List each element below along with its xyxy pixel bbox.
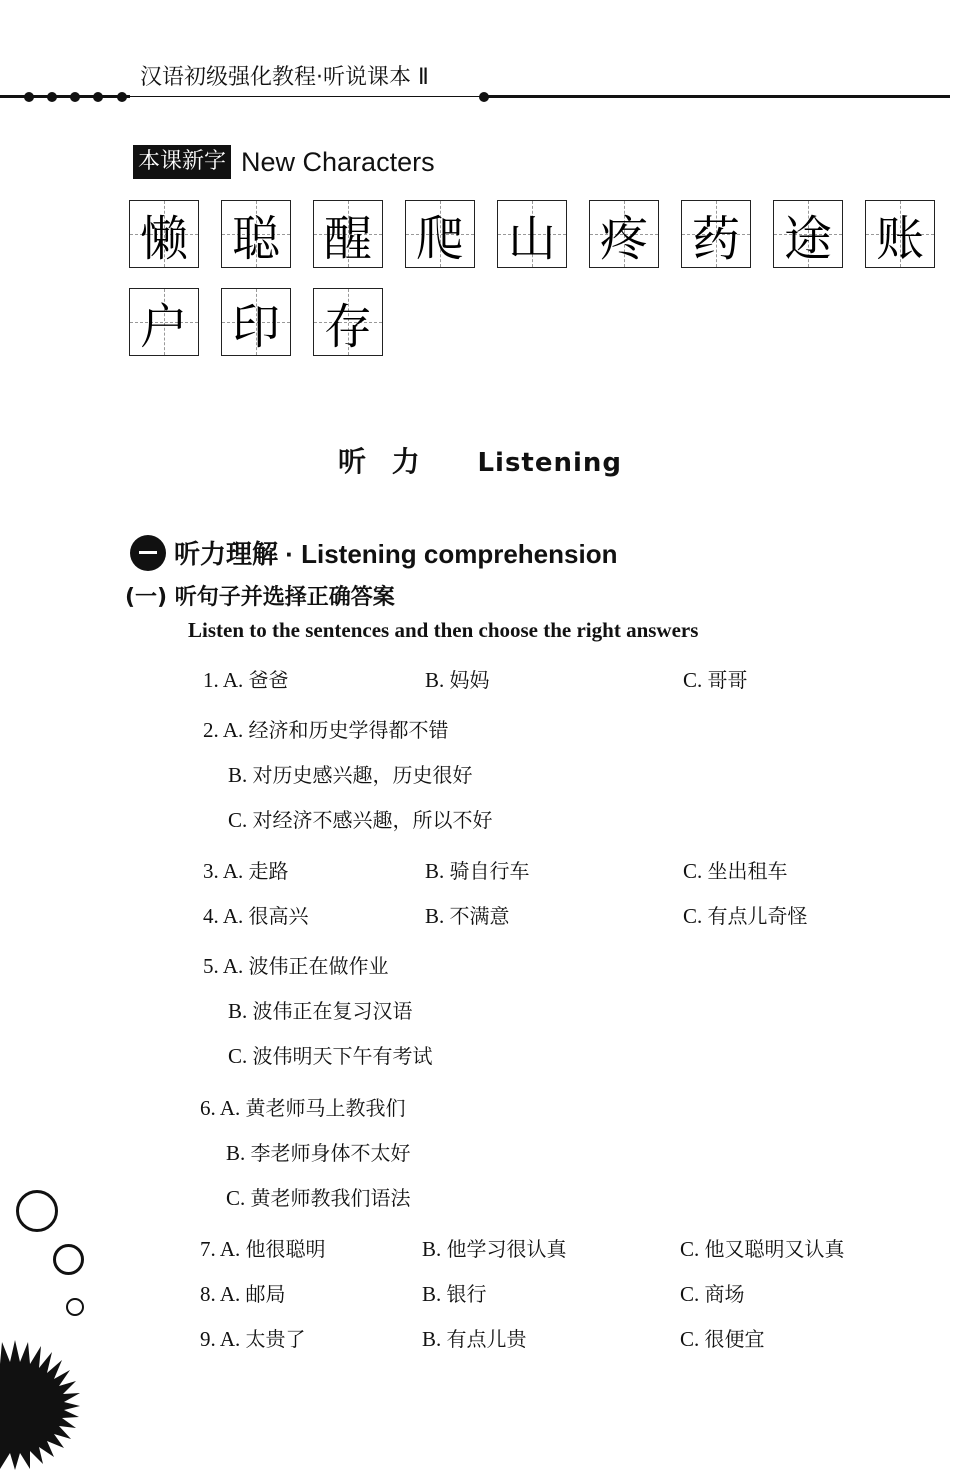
new-characters-title: New Characters bbox=[241, 146, 435, 177]
question-5-option-a: 5. A. 波伟正在做作业 bbox=[203, 954, 389, 978]
bubble-small-icon bbox=[66, 1298, 84, 1316]
character-grid bbox=[129, 200, 959, 376]
character-box bbox=[681, 200, 751, 268]
header-dot-icon bbox=[479, 92, 489, 102]
character: 懒 bbox=[139, 210, 188, 267]
part-heading bbox=[130, 534, 617, 571]
character-box bbox=[497, 200, 567, 268]
question-4-option-c: C. 有点儿奇怪 bbox=[683, 904, 808, 928]
character-box bbox=[773, 200, 843, 268]
character: 疼 bbox=[599, 210, 648, 267]
section-title-en: Listening bbox=[477, 448, 623, 478]
question-6-option-a: 6. A. 黄老师马上教我们 bbox=[200, 1096, 406, 1120]
header-rule-right bbox=[488, 95, 950, 98]
bubble-large-icon bbox=[16, 1190, 58, 1232]
question-1-option-c: C. 哥哥 bbox=[683, 668, 748, 692]
character-box bbox=[129, 288, 199, 356]
character-box bbox=[129, 200, 199, 268]
header-dot-icon bbox=[93, 92, 103, 102]
question-2-option-c: C. 对经济不感兴趣，所以不好 bbox=[228, 808, 493, 832]
character-box bbox=[313, 200, 383, 268]
question-3-option-b: B. 骑自行车 bbox=[425, 859, 530, 883]
section-title-zh: 听 力 bbox=[337, 445, 428, 478]
question-4-option-a: 4. A. 很高兴 bbox=[203, 904, 309, 928]
header-dot-icon bbox=[24, 92, 34, 102]
question-9-option-a: 9. A. 太贵了 bbox=[200, 1327, 306, 1351]
character: 账 bbox=[875, 210, 924, 267]
header-rule-left bbox=[0, 95, 130, 98]
character-box bbox=[405, 200, 475, 268]
character-box bbox=[221, 288, 291, 356]
character-box bbox=[221, 200, 291, 268]
header-dot-icon bbox=[47, 92, 57, 102]
question-7-option-a: 7. A. 他很聪明 bbox=[200, 1237, 326, 1261]
question-5-option-b: B. 波伟正在复习汉语 bbox=[228, 999, 413, 1023]
question-7-option-c: C. 他又聪明又认真 bbox=[680, 1237, 845, 1261]
character: 途 bbox=[783, 210, 832, 267]
question-8-option-b: B. 银行 bbox=[422, 1282, 487, 1306]
new-characters-badge: 本课新字 bbox=[133, 145, 231, 179]
section-title bbox=[0, 440, 960, 480]
character-row bbox=[129, 200, 959, 268]
header-rule-middle bbox=[128, 96, 483, 97]
character: 户 bbox=[139, 298, 188, 355]
exercise-label: (一) 听句子并选择正确答案 bbox=[125, 585, 395, 610]
character: 药 bbox=[691, 210, 740, 267]
circled-one-icon bbox=[130, 535, 166, 571]
character-box bbox=[865, 200, 935, 268]
character: 山 bbox=[507, 210, 556, 267]
character: 存 bbox=[323, 298, 372, 355]
question-8-option-c: C. 商场 bbox=[680, 1282, 745, 1306]
question-2-option-a: 2. A. 经济和历史学得都不错 bbox=[203, 718, 449, 742]
header-dot-icon bbox=[70, 92, 80, 102]
question-6-option-b: B. 李老师身体不太好 bbox=[226, 1141, 411, 1165]
question-3-option-c: C. 坐出租车 bbox=[683, 859, 788, 883]
question-1-option-b: B. 妈妈 bbox=[425, 668, 490, 692]
character: 醒 bbox=[323, 210, 372, 267]
question-9-option-b: B. 有点儿贵 bbox=[422, 1327, 527, 1351]
question-9-option-c: C. 很便宜 bbox=[680, 1327, 765, 1351]
character: 聪 bbox=[231, 210, 280, 267]
character-box bbox=[589, 200, 659, 268]
question-4-option-b: B. 不满意 bbox=[425, 904, 510, 928]
character: 印 bbox=[231, 298, 280, 355]
character-row bbox=[129, 288, 959, 356]
question-6-option-c: C. 黄老师教我们语法 bbox=[226, 1186, 411, 1210]
question-8-option-a: 8. A. 邮局 bbox=[200, 1282, 286, 1306]
question-1-option-a: 1. A. 爸爸 bbox=[203, 668, 289, 692]
bubble-medium-icon bbox=[53, 1244, 84, 1275]
character: 爬 bbox=[415, 210, 464, 267]
question-5-option-c: C. 波伟明天下午有考试 bbox=[228, 1044, 433, 1068]
spiky-sun-icon bbox=[0, 1340, 80, 1470]
header-dot-icon bbox=[117, 92, 127, 102]
part-title: 听力理解 · Listening comprehension bbox=[174, 539, 618, 569]
exercise-instruction: Listen to the sentences and then choose the right answers bbox=[188, 618, 699, 642]
book-title: 汉语初级强化教程·听说课本 Ⅱ bbox=[140, 65, 429, 90]
character-box bbox=[313, 288, 383, 356]
question-3-option-a: 3. A. 走路 bbox=[203, 859, 289, 883]
question-2-option-b: B. 对历史感兴趣，历史很好 bbox=[228, 763, 473, 787]
new-characters-heading bbox=[133, 145, 435, 179]
question-7-option-b: B. 他学习很认真 bbox=[422, 1237, 567, 1261]
